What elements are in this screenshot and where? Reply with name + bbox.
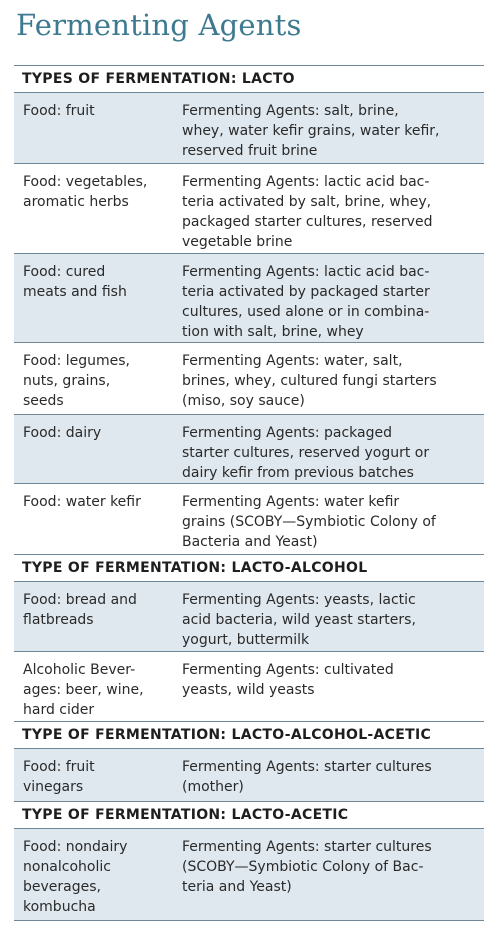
table-row [14,415,484,484]
fermentation-table [14,65,484,921]
agents-cell: Fermenting Agents: yeasts, lactic acid bacteria, wild yeast starters, yogurt, buttermilk [182,592,416,648]
table-row [14,652,484,722]
section-header-lacto: TYPES OF FERMENTATION: LACTO [14,66,484,93]
table-row [14,343,484,415]
food-cell: Food: water kefir [23,494,141,510]
section-header-lacto-alcohol-acetic: TYPE OF FERMENTATION: LACTO-ALCOHOL-ACETIC [14,722,484,749]
food-cell: Alcoholic Bever- ages: beer, wine, hard cider [23,662,144,718]
food-cell: Food: fruit vinegars [23,759,95,795]
food-cell: Food: legumes, nuts, grains, seeds [23,353,130,409]
food-cell: Food: vegetables, aromatic herbs [23,174,148,210]
agents-cell: Fermenting Agents: starter cultures (SCOBY—Symbiotic Colony of Bac- teria and Yeast) [182,839,432,895]
agents-cell: Fermenting Agents: starter cultures (mother) [182,759,432,795]
agents-cell: Fermenting Agents: lactic acid bac- teria activated by salt, brine, whey, packaged starter cultures, reserved vegetable brine [182,174,433,250]
table-row [14,749,484,802]
table-row [14,164,484,254]
page-title: Fermenting Agents [16,8,302,42]
agents-cell: Fermenting Agents: cultivated yeasts, wild yeasts [182,662,394,698]
food-cell: Food: nondairy nonalcoholic beverages, kombucha [23,839,128,915]
food-cell: Food: cured meats and fish [23,264,127,300]
food-cell: Food: fruit [23,103,95,119]
agents-cell: Fermenting Agents: salt, brine, whey, water kefir grains, water kefir, reserved fruit brine [182,103,440,159]
table-row [14,484,484,555]
agents-cell: Fermenting Agents: water kefir grains (SCOBY—Symbiotic Colony of Bacteria and Yeast) [182,494,436,550]
food-cell: Food: dairy [23,425,102,441]
food-cell: Food: bread and flatbreads [23,592,137,628]
agents-cell: Fermenting Agents: lactic acid bac- teria activated by packaged starter cultures, used alone or in combina- tion with salt, brine, whey [182,264,430,340]
agents-cell: Fermenting Agents: packaged starter cultures, reserved yogurt or dairy kefir from previous batches [182,425,430,481]
section-header-lacto-alcohol: TYPE OF FERMENTATION: LACTO-ALCOHOL [14,555,484,582]
table-row [14,93,484,164]
agents-cell: Fermenting Agents: water, salt, brines, whey, cultured fungi starters (miso, soy sauce) [182,353,437,409]
table-row [14,829,484,921]
section-header-lacto-acetic: TYPE OF FERMENTATION: LACTO-ACETIC [14,802,484,829]
table-row [14,582,484,652]
table-row [14,254,484,343]
